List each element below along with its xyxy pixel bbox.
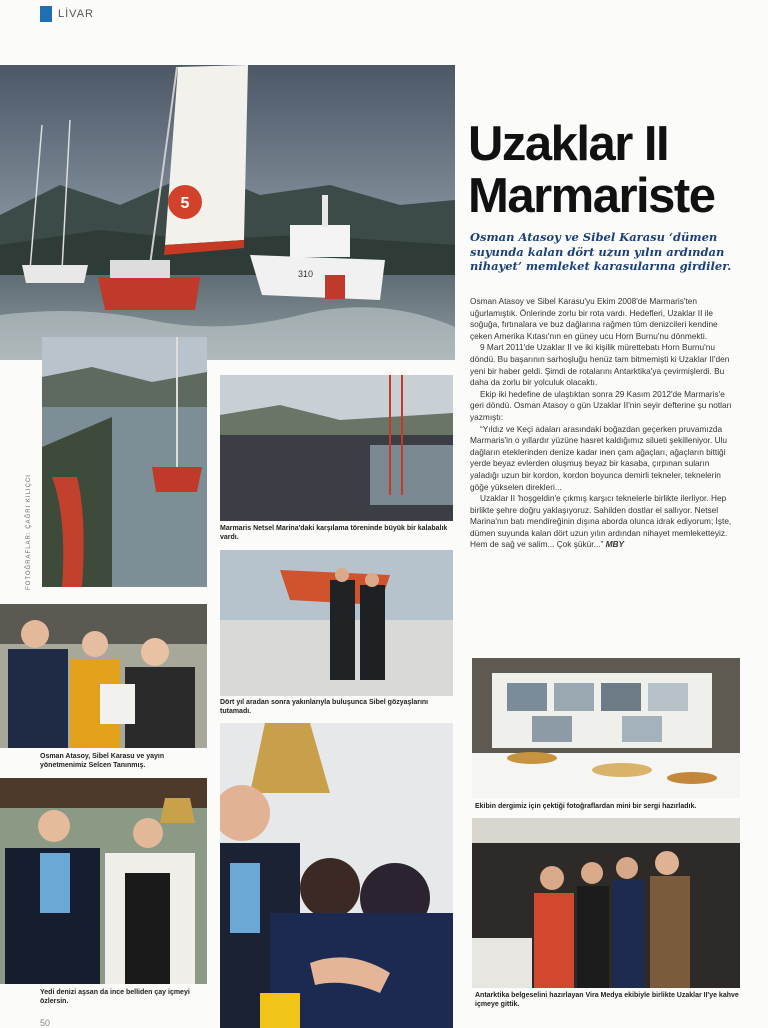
caption-tea: Yedi denizi aşsan da ince belliden çay içmeyi özlersin. <box>40 989 190 1005</box>
photo-credit: FOTOĞRAFLAR: ÇAĞRI KILIÇCI <box>26 474 32 590</box>
photo-tea <box>0 778 207 984</box>
hero-photo-sailboat <box>0 65 455 360</box>
body-text-last: Uzaklar II 'hoşgeldin'e çıkmış karşıcı teknelerle birlikte ilerliyor. Hep birlikte şehre doğru yaklaşıyoruz. Sahilden dostlar el sallıyor. Netsel Marina'nın batı mendireğinin dışına aborda olunca idrak ediyorum; İşte, dümen suyunda kalan dört uzun yılın ardından nihayet memleketteyiz. Hem de sağ ve salim... Çok şükür...” <box>470 493 732 550</box>
boat-number: 310 <box>298 269 314 279</box>
body-paragraph: “Yıldız ve Keçi adaları arasındaki boğazdan geçerken pruvamızda Marmaris'in o yıllardır yüzüne hasret kaldığımız silueti şekilleniyor. Ulu dağların eteklerinden denize kadar inen çam ağaçları, ağaçların bittiği yerde beyaz evlerden oluşmuş beyaz bir kasaba, çırpınan suların yaladığı uzun bir kordon, kordon boyunca demirli tekneler, teknelerin göğe yükselen direkleri... <box>470 423 728 492</box>
caption-vira: Antarktika belgeselini hazırlayan Vira Medya ekibiyle birlikte Uzaklar II'ye kahve içmeye gittik. <box>475 992 739 1008</box>
page-number: 50 <box>40 1018 51 1028</box>
signature: MBY <box>605 539 625 550</box>
caption-marina: Marmaris Netsel Marina'daki karşılama töreninde büyük bir kalabalık vardı. <box>220 525 448 541</box>
caption-exhibit: Ekibin dergimiz için çektiği fotoğraflardan mini bir sergi hazırladık. <box>475 803 697 810</box>
section-label: LİVAR <box>58 8 94 20</box>
page-title <box>468 118 758 222</box>
caption-couple-selcen: Osman Atasoy, Sibel Karasu ve yayın yönetmenimiz Selcen Tanınmış. <box>40 753 165 769</box>
svg-text:5: 5 <box>180 195 190 212</box>
body-paragraph: 9 Mart 2011'de Uzaklar II ve iki kişilik mürettebatı Horn Burnu'nu döndü. Bu başarının sarhoşluğu henüz tam bitmemişti ki Uzaklar II'den yeni bir haber geldi. Şimdi de rotalarını Antarktika'ya çevirmişlerdi. Bu daha da zorlu bir yolculuk olacaktı. <box>470 342 730 388</box>
photo-hug-bell <box>220 723 453 1028</box>
photo-exhibit <box>472 658 740 798</box>
photo-couple-selcen <box>0 604 207 748</box>
photo-marina-pier <box>42 337 207 587</box>
photo-vira-medya <box>472 818 740 988</box>
caption-reunion: Dört yıl aradan sonra yakınlarıyla buluşunca Sibel gözyaşlarını tutamadı. <box>220 699 429 715</box>
article-body <box>470 296 740 551</box>
lede: Osman Atasoy ve Sibel Karasu ‘dümen suyunda kalan dört uzun yılın ardından nihayet’ memleket karasularına girdiler. <box>470 230 732 273</box>
body-paragraph <box>470 493 740 551</box>
body-paragraph: Osman Atasoy ve Sibel Karasu'yu Ekim 2008'de Marmaris'ten uğurlamıştık. Önlerinde zorlu bir rota vardı. Hedefleri, Uzaklar II ile soğuğa, fırtınalara ve buz dağlarına rağmen tüm denizcileri kendine çeken Amerika Kıtası'nın en güney ucu Horn Burnu'nu dönmekti. <box>470 296 718 341</box>
photo-marina-crowd <box>220 375 453 521</box>
body-paragraph: Ekip iki hedefine de ulaştıktan sonra 29 Kasım 2012'de Marmaris'e geri döndü. Osman Atasoy o gün Uzaklar II'nin seyir defterine şu notları yazmıştı: <box>470 388 732 422</box>
photo-deck-reunion <box>220 550 453 696</box>
title-line-1: Uzaklar II <box>468 117 669 171</box>
section-marker <box>40 6 52 22</box>
title-line-2: Marmariste <box>468 169 715 223</box>
